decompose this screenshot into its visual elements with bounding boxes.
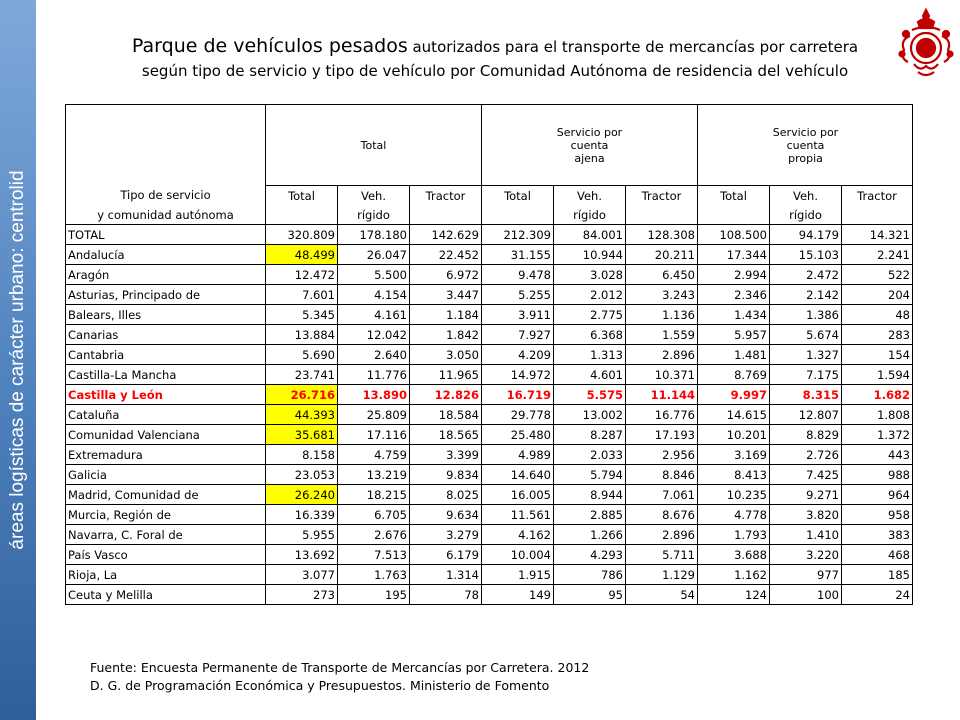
table-cell: 4.759 <box>338 445 410 465</box>
table-cell: 29.778 <box>482 405 554 425</box>
row-label: Extremadura <box>66 445 266 465</box>
table-cell: 16.005 <box>482 485 554 505</box>
title-rest: autorizados para el transporte de mercancías por carretera <box>407 38 859 56</box>
table-cell: 2.640 <box>338 345 410 365</box>
table-cell: 18.215 <box>338 485 410 505</box>
table-cell: 11.776 <box>338 365 410 385</box>
header-spacer <box>842 105 913 186</box>
sub-header-cell-2 <box>482 205 554 225</box>
table-cell: 142.629 <box>410 225 482 245</box>
table-cell: 9.271 <box>770 485 842 505</box>
title-line-2: según tipo de servicio y tipo de vehículo por Comunidad Autónoma de residencia del vehículo <box>141 62 849 80</box>
sub-header-row <box>66 186 913 206</box>
table-cell: 84.001 <box>554 225 626 245</box>
table-cell: 3.050 <box>410 345 482 365</box>
table-cell: 44.393 <box>266 405 338 425</box>
table-cell: 283 <box>842 325 913 345</box>
row-label: Canarias <box>66 325 266 345</box>
header-spacer <box>410 105 482 186</box>
table-cell: 1.266 <box>554 525 626 545</box>
table-cell: 2.346 <box>698 285 770 305</box>
table-cell: 4.154 <box>338 285 410 305</box>
table-cell: 6.179 <box>410 545 482 565</box>
sub-header-cell-2: rígido <box>554 205 626 225</box>
group-header-ajena: Servicio por cuenta ajena <box>554 105 626 186</box>
table-row <box>66 345 913 365</box>
row-label: Galicia <box>66 465 266 485</box>
table-cell: 26.047 <box>338 245 410 265</box>
table-cell: 9.997 <box>698 385 770 405</box>
table-row <box>66 425 913 445</box>
table-cell: 8.287 <box>554 425 626 445</box>
table-cell: 4.989 <box>482 445 554 465</box>
table-cell: 26.240 <box>266 485 338 505</box>
table-cell: 124 <box>698 585 770 605</box>
table-cell: 2.896 <box>626 345 698 365</box>
table-cell: 3.911 <box>482 305 554 325</box>
table-cell: 958 <box>842 505 913 525</box>
table-cell: 212.309 <box>482 225 554 245</box>
table-cell: 8.944 <box>554 485 626 505</box>
side-banner <box>0 0 36 720</box>
table-cell: 5.794 <box>554 465 626 485</box>
table-cell: 8.025 <box>410 485 482 505</box>
table-cell: 7.425 <box>770 465 842 485</box>
table-row <box>66 405 913 425</box>
table-cell: 185 <box>842 565 913 585</box>
table-cell: 5.711 <box>626 545 698 565</box>
table-cell: 149 <box>482 585 554 605</box>
sub-header-cell: Tractor <box>842 186 913 206</box>
table-cell: 25.809 <box>338 405 410 425</box>
table-cell: 1.372 <box>842 425 913 445</box>
table-cell: 2.472 <box>770 265 842 285</box>
table-cell: 1.129 <box>626 565 698 585</box>
row-label-header: Tipo de servicio <box>66 186 266 206</box>
table-cell: 11.965 <box>410 365 482 385</box>
table-cell: 3.028 <box>554 265 626 285</box>
sub-header-cell-2: rígido <box>338 205 410 225</box>
table-cell: 2.956 <box>626 445 698 465</box>
table-cell: 988 <box>842 465 913 485</box>
table-cell: 178.180 <box>338 225 410 245</box>
table-cell: 17.116 <box>338 425 410 445</box>
table-cell: 11.561 <box>482 505 554 525</box>
header-corner <box>66 105 266 186</box>
table-cell: 1.410 <box>770 525 842 545</box>
sub-header-cell-2 <box>842 205 913 225</box>
table-cell: 14.640 <box>482 465 554 485</box>
table-cell: 14.615 <box>698 405 770 425</box>
table-cell: 9.634 <box>410 505 482 525</box>
table-cell: 1.434 <box>698 305 770 325</box>
table-cell: 18.565 <box>410 425 482 445</box>
table-cell: 383 <box>842 525 913 545</box>
table-row <box>66 525 913 545</box>
header-spacer <box>626 105 698 186</box>
table-cell: 15.103 <box>770 245 842 265</box>
table-cell: 1.136 <box>626 305 698 325</box>
table-cell: 9.834 <box>410 465 482 485</box>
table-cell: 2.033 <box>554 445 626 465</box>
table-row <box>66 305 913 325</box>
table-cell: 8.315 <box>770 385 842 405</box>
table-cell: 964 <box>842 485 913 505</box>
table-cell: 7.061 <box>626 485 698 505</box>
row-label: Ceuta y Melilla <box>66 585 266 605</box>
table-row <box>66 585 913 605</box>
table-cell: 11.144 <box>626 385 698 405</box>
table-cell: 9.478 <box>482 265 554 285</box>
row-label: Aragón <box>66 265 266 285</box>
table-cell: 100 <box>770 585 842 605</box>
table-cell: 3.220 <box>770 545 842 565</box>
table-cell: 6.705 <box>338 505 410 525</box>
row-label: País Vasco <box>66 545 266 565</box>
table-cell: 1.594 <box>842 365 913 385</box>
table-cell: 35.681 <box>266 425 338 445</box>
table-cell: 23.053 <box>266 465 338 485</box>
table-cell: 22.452 <box>410 245 482 265</box>
row-label-header-2: y comunidad autónoma <box>66 205 266 225</box>
table-cell: 94.179 <box>770 225 842 245</box>
sub-header-cell: Tractor <box>626 186 698 206</box>
table-cell: 1.915 <box>482 565 554 585</box>
table-row <box>66 465 913 485</box>
page-title <box>100 34 890 83</box>
table-row <box>66 385 913 405</box>
table-row <box>66 325 913 345</box>
table-cell: 25.480 <box>482 425 554 445</box>
table-cell: 2.775 <box>554 305 626 325</box>
sub-header-cell: Total <box>482 186 554 206</box>
table-cell: 1.162 <box>698 565 770 585</box>
table-cell: 13.002 <box>554 405 626 425</box>
row-label: TOTAL <box>66 225 266 245</box>
row-label: Asturias, Principado de <box>66 285 266 305</box>
table-row <box>66 285 913 305</box>
table-cell: 273 <box>266 585 338 605</box>
table-cell: 54 <box>626 585 698 605</box>
table-cell: 26.716 <box>266 385 338 405</box>
table-cell: 10.944 <box>554 245 626 265</box>
row-label: Cataluña <box>66 405 266 425</box>
table-cell: 2.142 <box>770 285 842 305</box>
table-cell: 1.386 <box>770 305 842 325</box>
sub-header-cell: Veh. <box>338 186 410 206</box>
table-cell: 31.155 <box>482 245 554 265</box>
table-cell: 2.994 <box>698 265 770 285</box>
table-cell: 6.972 <box>410 265 482 285</box>
crest-emblem-icon <box>896 6 956 80</box>
table-cell: 1.313 <box>554 345 626 365</box>
table-cell: 1.327 <box>770 345 842 365</box>
table-cell: 12.042 <box>338 325 410 345</box>
row-label: Castilla-La Mancha <box>66 365 266 385</box>
table-cell: 13.692 <box>266 545 338 565</box>
table-row <box>66 445 913 465</box>
table-cell: 4.209 <box>482 345 554 365</box>
table-cell: 2.676 <box>338 525 410 545</box>
group-header-row <box>66 105 913 186</box>
table-row <box>66 545 913 565</box>
table-cell: 1.842 <box>410 325 482 345</box>
table-cell: 14.972 <box>482 365 554 385</box>
table-cell: 5.255 <box>482 285 554 305</box>
row-label: Balears, Illes <box>66 305 266 325</box>
table-cell: 8.769 <box>698 365 770 385</box>
table-cell: 10.201 <box>698 425 770 445</box>
sub-header-row-2 <box>66 205 913 225</box>
sub-header-cell: Tractor <box>410 186 482 206</box>
row-label: Rioja, La <box>66 565 266 585</box>
table-cell: 5.575 <box>554 385 626 405</box>
table-cell: 18.584 <box>410 405 482 425</box>
table-cell: 7.601 <box>266 285 338 305</box>
table-row <box>66 505 913 525</box>
sub-header-cell: Total <box>698 186 770 206</box>
header-spacer <box>266 105 338 186</box>
table-cell: 3.820 <box>770 505 842 525</box>
table-cell: 7.513 <box>338 545 410 565</box>
table-cell: 13.890 <box>338 385 410 405</box>
table-cell: 2.012 <box>554 285 626 305</box>
table-cell: 16.339 <box>266 505 338 525</box>
table-cell: 48 <box>842 305 913 325</box>
table-row <box>66 365 913 385</box>
table-cell: 13.219 <box>338 465 410 485</box>
table-cell: 5.500 <box>338 265 410 285</box>
sub-header-cell-2 <box>266 205 338 225</box>
table-cell: 1.793 <box>698 525 770 545</box>
table-cell: 14.321 <box>842 225 913 245</box>
table-cell: 3.279 <box>410 525 482 545</box>
table-cell: 16.719 <box>482 385 554 405</box>
table-cell: 522 <box>842 265 913 285</box>
sub-header-cell-2: rígido <box>770 205 842 225</box>
table-cell: 3.243 <box>626 285 698 305</box>
table-cell: 1.559 <box>626 325 698 345</box>
source-line-2: D. G. de Programación Económica y Presupuestos. Ministerio de Fomento <box>90 678 550 693</box>
table-cell: 7.175 <box>770 365 842 385</box>
title-main: Parque de vehículos pesados <box>131 35 408 57</box>
side-banner-text: áreas logísticas de carácter urbano: centrolid <box>7 170 28 550</box>
table-cell: 1.314 <box>410 565 482 585</box>
sub-header-cell-2 <box>698 205 770 225</box>
table-cell: 108.500 <box>698 225 770 245</box>
vehicle-fleet-table <box>65 104 913 605</box>
table-cell: 48.499 <box>266 245 338 265</box>
table-row <box>66 265 913 285</box>
table-cell: 1.481 <box>698 345 770 365</box>
table-cell: 17.193 <box>626 425 698 445</box>
table-row <box>66 225 913 245</box>
table-cell: 468 <box>842 545 913 565</box>
table-cell: 154 <box>842 345 913 365</box>
sub-header-cell: Total <box>266 186 338 206</box>
table-cell: 5.345 <box>266 305 338 325</box>
table-row <box>66 565 913 585</box>
table-cell: 3.447 <box>410 285 482 305</box>
table-cell: 8.413 <box>698 465 770 485</box>
table-cell: 4.161 <box>338 305 410 325</box>
row-label: Comunidad Valenciana <box>66 425 266 445</box>
table-cell: 3.399 <box>410 445 482 465</box>
row-label: Navarra, C. Foral de <box>66 525 266 545</box>
table-cell: 3.688 <box>698 545 770 565</box>
group-header-total: Total <box>338 105 410 186</box>
sub-header-cell: Veh. <box>554 186 626 206</box>
table-cell: 20.211 <box>626 245 698 265</box>
table-cell: 10.004 <box>482 545 554 565</box>
table-cell: 17.344 <box>698 245 770 265</box>
table-cell: 8.829 <box>770 425 842 445</box>
table-cell: 5.690 <box>266 345 338 365</box>
table-cell: 195 <box>338 585 410 605</box>
table-cell: 12.807 <box>770 405 842 425</box>
table-cell: 10.235 <box>698 485 770 505</box>
row-label: Castilla y León <box>66 385 266 405</box>
table-row <box>66 485 913 505</box>
table-cell: 2.726 <box>770 445 842 465</box>
header-spacer <box>482 105 554 186</box>
table-cell: 1.808 <box>842 405 913 425</box>
table-cell: 10.371 <box>626 365 698 385</box>
table-cell: 443 <box>842 445 913 465</box>
table-cell: 2.241 <box>842 245 913 265</box>
table-cell: 3.077 <box>266 565 338 585</box>
row-label: Madrid, Comunidad de <box>66 485 266 505</box>
table-cell: 1.682 <box>842 385 913 405</box>
sub-header-cell: Veh. <box>770 186 842 206</box>
title-line-1 <box>100 34 890 59</box>
table-cell: 8.846 <box>626 465 698 485</box>
table-cell: 977 <box>770 565 842 585</box>
table-cell: 1.184 <box>410 305 482 325</box>
table-cell: 23.741 <box>266 365 338 385</box>
table-cell: 78 <box>410 585 482 605</box>
table-cell: 1.763 <box>338 565 410 585</box>
header-spacer <box>698 105 770 186</box>
table-cell: 320.809 <box>266 225 338 245</box>
table-cell: 6.368 <box>554 325 626 345</box>
table-cell: 4.162 <box>482 525 554 545</box>
table-cell: 24 <box>842 585 913 605</box>
row-label: Murcia, Región de <box>66 505 266 525</box>
table-cell: 3.169 <box>698 445 770 465</box>
table-cell: 2.885 <box>554 505 626 525</box>
table-cell: 16.776 <box>626 405 698 425</box>
table-cell: 12.826 <box>410 385 482 405</box>
table-cell: 7.927 <box>482 325 554 345</box>
sub-header-cell-2 <box>410 205 482 225</box>
table-cell: 204 <box>842 285 913 305</box>
row-label: Andalucía <box>66 245 266 265</box>
table-cell: 786 <box>554 565 626 585</box>
table-cell: 6.450 <box>626 265 698 285</box>
table-row <box>66 245 913 265</box>
source-footer <box>90 659 589 695</box>
sub-header-cell-2 <box>626 205 698 225</box>
table-cell: 5.674 <box>770 325 842 345</box>
table-cell: 5.957 <box>698 325 770 345</box>
table-cell: 8.676 <box>626 505 698 525</box>
group-header-propia: Servicio por cuenta propia <box>770 105 842 186</box>
table-cell: 12.472 <box>266 265 338 285</box>
table-cell: 5.955 <box>266 525 338 545</box>
table-cell: 4.293 <box>554 545 626 565</box>
table-cell: 13.884 <box>266 325 338 345</box>
table-cell: 95 <box>554 585 626 605</box>
row-label: Cantabria <box>66 345 266 365</box>
table-cell: 4.778 <box>698 505 770 525</box>
source-line-1: Fuente: Encuesta Permanente de Transporte de Mercancías por Carretera. 2012 <box>90 660 590 675</box>
table-cell: 2.896 <box>626 525 698 545</box>
table-cell: 8.158 <box>266 445 338 465</box>
table-cell: 128.308 <box>626 225 698 245</box>
table-cell: 4.601 <box>554 365 626 385</box>
